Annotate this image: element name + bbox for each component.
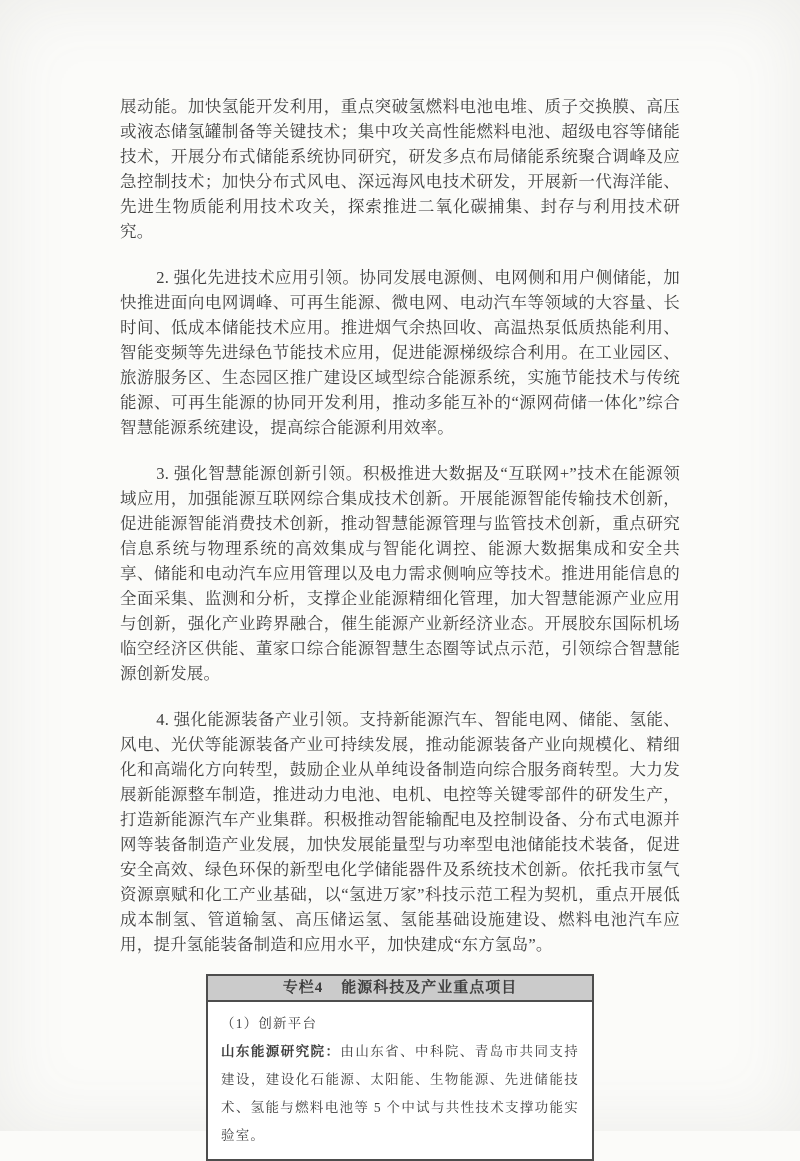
document-body <box>120 94 680 1161</box>
body-paragraph-continuation: 展动能。加快氢能开发利用，重点突破氢燃料电池电堆、质子交换膜、高压或液态储氢罐制备等关键技术；集中攻关高性能燃料电池、超级电容等储能技术，开展分布式储能系统协同研究，研发多点布局储能系统聚合调峰及应急控制技术；加快分布式风电、深远海风电技术研发，开展新一代海洋能、先进生物质能利用技术攻关，探索推进二氧化碳捕集、封存与利用技术研究。 <box>120 97 680 241</box>
callout-entry-label: 山东能源研究院： <box>221 1044 341 1059</box>
callout-item-heading: （1）创新平台 <box>221 1016 318 1031</box>
body-paragraph-4: 4. 强化能源装备产业引领。支持新能源汽车、智能电网、储能、氢能、风电、光伏等能源装备产业可持续发展，推动能源装备产业向规模化、精细化和高端化方向转型，鼓励企业从单纯设备制造向综合服务商转型。大力发展新能源整车制造，推进动力电池、电机、电控等关键零部件的研发生产，打造新能源汽车产业集群。积极推动智能输配电及控制设备、分布式电源并网等装备制造产业发展，加快发展能量型与功率型电池储能技术装备，促进安全高效、绿色环保的新型电化学储能器件及系统技术创新。依托我市氢气资源禀赋和化工产业基础，以“氢进万家”科技示范工程为契机，重点开展低成本制氢、管道输氢、高压储运氢、氢能基础设施建设、燃料电池汽车应用，提升氢能装备制造和应用水平，加快建成“东方氢岛”。 <box>120 710 680 954</box>
callout-label: 专栏4 <box>282 980 324 996</box>
callout-entry-text: 由山东省、中科院、青岛市共同支持建设，建设化石能源、太阳能、生物能源、先进储能技术、氢能与燃料电池等 5 个中试与共性技术支撑功能实验室。 <box>221 1044 579 1143</box>
callout-box-body <box>208 1002 592 1159</box>
callout-box <box>206 974 594 1161</box>
callout-box-header <box>208 976 592 1002</box>
callout-title: 能源科技及产业重点项目 <box>341 980 518 996</box>
body-paragraph-2: 2. 强化先进技术应用引领。协同发展电源侧、电网侧和用户侧储能，加快推进面向电网调峰、可再生能源、微电网、电动汽车等领域的大容量、长时间、低成本储能技术应用。推进烟气余热回收、高温热泵低质热能利用、智能变频等先进绿色节能技术应用，促进能源梯级综合利用。在工业园区、旅游服务区、生态园区推广建设区域型综合能源系统，实施节能技术与传统能源、可再生能源的协同开发利用，推动多能互补的“源网荷储一体化”综合智慧能源系统建设，提高综合能源利用效率。 <box>120 268 680 437</box>
callout-entry <box>221 1044 579 1143</box>
body-paragraph-3: 3. 强化智慧能源创新引领。积极推进大数据及“互联网+”技术在能源领域应用，加强能源互联网综合集成技术创新。开展能源智能传输技术创新，促进能源智能消费技术创新，推动智慧能源管理与监管技术创新，重点研究信息系统与物理系统的高效集成与智能化调控、能源大数据集成和安全共享、储能和电动汽车应用管理以及电力需求侧响应等技术。推进用能信息的全面采集、监测和分析，支撑企业能源精细化管理，加大智慧能源产业应用与创新，强化产业跨界融合，催生能源产业新经济业态。开展胶东国际机场临空经济区供能、董家口综合能源智慧生态圈等试点示范，引领综合智慧能源创新发展。 <box>120 464 680 683</box>
